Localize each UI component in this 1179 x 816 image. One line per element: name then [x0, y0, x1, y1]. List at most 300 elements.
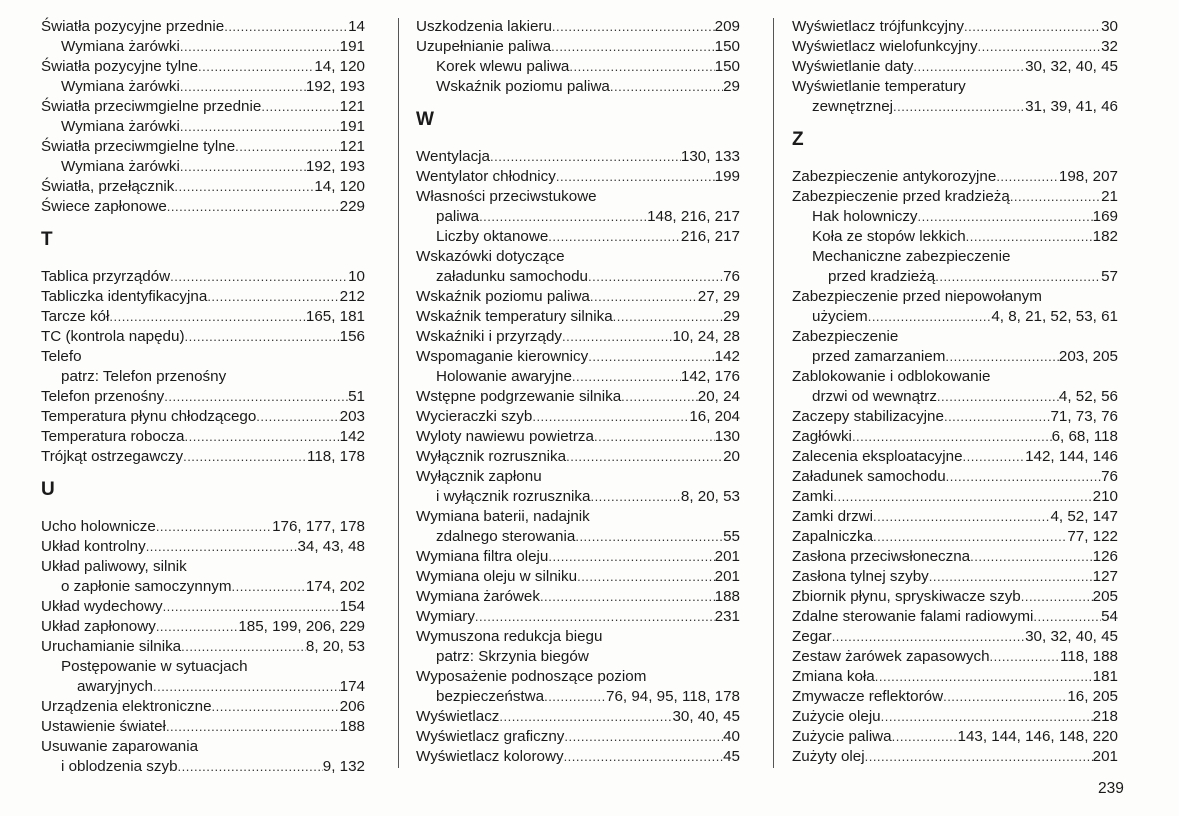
index-entry-pages[interactable]: 34, 43, 48: [297, 538, 365, 555]
index-entry-pages[interactable]: 201: [714, 548, 740, 565]
index-entry: [792, 407, 1118, 427]
index-entry: [792, 367, 1118, 387]
dot-leader: [181, 637, 306, 657]
index-entry-pages[interactable]: 29: [723, 308, 740, 325]
index-entry-label: TC (kontrola napędu): [41, 328, 185, 345]
index-entry: [41, 697, 365, 717]
index-entry-label: Ucho holownicze: [41, 518, 156, 535]
index-entry-pages[interactable]: 30: [1101, 18, 1118, 35]
index-entry-pages[interactable]: 229: [339, 198, 365, 215]
dot-leader: [156, 517, 272, 537]
index-entry-label: Wymiana żarówki: [61, 38, 180, 55]
index-entry-label: Zabezpieczenie przed kradzieżą: [792, 188, 1010, 205]
index-entry-pages[interactable]: 201: [714, 568, 740, 585]
index-entry-label: Wymiana żarówki: [61, 118, 180, 135]
index-entry: [416, 467, 740, 487]
dot-leader: [588, 347, 714, 367]
index-entry: [416, 727, 740, 747]
index-entry: [41, 557, 365, 577]
index-entry-label: Wentylator chłodnicy: [416, 168, 556, 185]
dot-leader: [164, 387, 348, 407]
index-entry-pages[interactable]: 76, 94, 95, 118, 178: [606, 688, 740, 705]
index-entry: [416, 667, 740, 687]
index-entry: [792, 567, 1118, 587]
index-entry-pages[interactable]: 206: [339, 698, 365, 715]
index-entry-label: Wspomaganie kierownicy: [416, 348, 589, 365]
index-entry-pages[interactable]: 27, 29: [697, 288, 740, 305]
index-entry: [41, 757, 365, 777]
index-entry-pages[interactable]: 150: [714, 58, 740, 75]
index-entry-pages[interactable]: 181: [1092, 668, 1118, 685]
index-entry-pages[interactable]: 142, 176: [680, 368, 740, 385]
index-entry: [416, 647, 740, 667]
section-letter-heading: T: [41, 229, 53, 250]
dot-leader: [913, 57, 1025, 77]
index-entry-label: Temperatura płynu chłodzącego: [41, 408, 257, 425]
index-entry-label: paliwa: [436, 208, 480, 225]
index-entry-label: awaryjnych: [77, 678, 153, 695]
index-entry: [416, 487, 740, 507]
index-entry-pages[interactable]: 188: [714, 588, 740, 605]
index-entry-pages[interactable]: 121: [339, 138, 365, 155]
column-divider: [773, 18, 774, 768]
index-entry-label: Zużycie oleju: [792, 708, 881, 725]
dot-leader: [594, 427, 715, 447]
dot-leader: [180, 37, 340, 57]
dot-leader: [990, 647, 1060, 667]
dot-leader: [893, 97, 1025, 117]
dot-leader: [551, 37, 715, 57]
dot-leader: [964, 17, 1101, 37]
index-entry-label: Własności przeciwstukowe: [416, 188, 597, 205]
index-entry-label: Układ kontrolny: [41, 538, 146, 555]
dot-leader: [475, 607, 715, 627]
dot-leader: [540, 587, 715, 607]
index-column-3: [792, 17, 1118, 767]
index-entry-label: użyciem: [812, 308, 868, 325]
index-entry: [416, 17, 740, 37]
dot-leader: [556, 167, 715, 187]
index-entry: [41, 597, 365, 617]
index-entry-pages[interactable]: 148, 216, 217: [647, 208, 740, 225]
index-entry-label: Zegar: [792, 628, 832, 645]
index-entry: [792, 167, 1118, 187]
index-entry: [792, 327, 1118, 347]
index-entry: [41, 407, 365, 427]
dot-leader: [212, 697, 340, 717]
index-entry-pages[interactable]: 192, 193: [305, 158, 365, 175]
index-entry-label: Urządzenia elektroniczne: [41, 698, 212, 715]
index-entry-pages[interactable]: 4, 52, 147: [1050, 508, 1118, 525]
index-entry-pages[interactable]: 71, 73, 76: [1050, 408, 1118, 425]
index-column-1: [41, 17, 365, 777]
dot-leader: [153, 677, 340, 697]
index-entry: [41, 657, 365, 677]
index-entry-pages[interactable]: 45: [723, 748, 740, 765]
dot-leader: [966, 227, 1093, 247]
index-entry-label: Ustawienie świateł: [41, 718, 166, 735]
index-entry-pages[interactable]: 118, 188: [1060, 648, 1118, 665]
index-entry: [792, 467, 1118, 487]
index-entry: [416, 287, 740, 307]
index-entry: [416, 567, 740, 587]
index-entry-pages[interactable]: 30, 32, 40, 45: [1025, 628, 1118, 645]
dot-leader: [490, 147, 681, 167]
dot-leader: [109, 307, 306, 327]
index-entry-pages[interactable]: 55: [723, 528, 740, 545]
index-entry-pages[interactable]: 210: [1092, 488, 1118, 505]
index-entry: [416, 427, 740, 447]
index-entry-label: Wyloty nawiewu powietrza: [416, 428, 594, 445]
index-entry-label: Zabezpieczenie przed niepowołanym: [792, 288, 1042, 305]
index-entry: [41, 327, 365, 347]
dot-leader: [963, 447, 1026, 467]
index-entry-pages[interactable]: 77, 122: [1067, 528, 1118, 545]
index-entry-label: Światła przeciwmgielne tylne: [41, 138, 236, 155]
dot-leader: [577, 567, 715, 587]
dot-leader: [166, 717, 340, 737]
dot-leader: [198, 57, 314, 77]
index-entry: [41, 517, 365, 537]
index-entry-pages[interactable]: 14: [348, 18, 365, 35]
index-entry-label: Zamki drzwi: [792, 508, 874, 525]
index-entry: [41, 157, 365, 177]
index-entry-pages[interactable]: 142, 144, 146: [1025, 448, 1118, 465]
index-entry-label: Wskaźnik poziomu paliwa: [436, 78, 610, 95]
index-entry-label: Postępowanie w sytuacjach: [61, 658, 248, 675]
index-entry: [41, 77, 365, 97]
index-entry: [792, 347, 1118, 367]
index-entry: [41, 637, 365, 657]
index-entry-label: Zagłówki: [792, 428, 852, 445]
index-entry-label: Wyświetlacz kolorowy: [416, 748, 564, 765]
index-entry-pages[interactable]: 174, 202: [305, 578, 365, 595]
index-entry: [41, 737, 365, 757]
index-entry-label: Zablokowanie i odblokowanie: [792, 368, 991, 385]
dot-leader: [170, 267, 348, 287]
index-entry: [416, 57, 740, 77]
spacer: [41, 255, 365, 267]
index-entry-pages[interactable]: 169: [1092, 208, 1118, 225]
index-entry-label: Wentylacja: [416, 148, 491, 165]
index-entry: [792, 57, 1118, 77]
index-entry-pages[interactable]: 218: [1092, 708, 1118, 725]
index-entry-label: Uzupełnianie paliwa: [416, 38, 552, 55]
dot-leader: [207, 287, 339, 307]
index-entry-label: Wskaźnik poziomu paliwa: [416, 288, 590, 305]
index-entry: [416, 207, 740, 227]
dot-leader: [562, 327, 672, 347]
index-entry-pages[interactable]: 54: [1101, 608, 1118, 625]
index-entry-label: Zestaw żarówek zapasowych: [792, 648, 990, 665]
index-entry-pages[interactable]: 142: [714, 348, 740, 365]
dot-leader: [943, 687, 1067, 707]
index-entry-label: Światła pozycyjne tylne: [41, 58, 199, 75]
index-entry-label: Wymuszona redukcja biegu: [416, 628, 603, 645]
index-entry-label: załadunku samochodu: [436, 268, 588, 285]
index-entry-pages[interactable]: 6, 68, 118: [1051, 428, 1118, 445]
index-entry-label: Zaczepy stabilizacyjne: [792, 408, 944, 425]
dot-leader: [970, 547, 1093, 567]
index-entry-pages[interactable]: 10: [348, 268, 365, 285]
dot-leader: [156, 617, 239, 637]
dot-leader: [548, 227, 681, 247]
index-entry: [792, 547, 1118, 567]
index-entry-pages[interactable]: 201: [1092, 748, 1118, 765]
dot-leader: [873, 527, 1067, 547]
index-entry-pages[interactable]: 154: [339, 598, 365, 615]
index-entry-pages[interactable]: 126: [1092, 548, 1118, 565]
index-entry: [792, 687, 1118, 707]
index-entry-label: Układ wydechowy: [41, 598, 163, 615]
index-entry: [416, 627, 740, 647]
index-entry-label: Liczby oktanowe: [436, 228, 549, 245]
dot-leader: [180, 77, 306, 97]
index-entry-label: Temperatura robocza: [41, 428, 185, 445]
index-entry-pages[interactable]: 203, 205: [1058, 348, 1118, 365]
index-entry: [792, 607, 1118, 627]
dot-leader: [833, 487, 1092, 507]
index-entry: [416, 77, 740, 97]
dot-leader: [832, 627, 1025, 647]
index-entry-label: Tabliczka identyfikacyjna: [41, 288, 208, 305]
dot-leader: [892, 727, 958, 747]
index-entry-label: patrz: Telefon przenośny: [61, 368, 227, 385]
index-entry: [416, 267, 740, 287]
index-entry-pages[interactable]: 9, 132: [322, 758, 365, 775]
index-entry-pages[interactable]: 4, 52, 56: [1058, 388, 1118, 405]
index-entry-label: patrz: Skrzynia biegów: [436, 648, 589, 665]
index-entry-pages[interactable]: 212: [339, 288, 365, 305]
index-entry-label: Zabezpieczenie antykorozyjne: [792, 168, 997, 185]
index-entry: [792, 447, 1118, 467]
index-entry-pages[interactable]: 127: [1092, 568, 1118, 585]
index-entry-pages[interactable]: 191: [339, 118, 365, 135]
index-entry-label: Wyłącznik rozrusznika: [416, 448, 567, 465]
index-entry-pages[interactable]: 8, 20, 53: [305, 638, 365, 655]
index-entry-label: Zapalniczka: [792, 528, 874, 545]
index-entry: [416, 247, 740, 267]
index-entry-pages[interactable]: 182: [1092, 228, 1118, 245]
index-entry-pages[interactable]: 231: [714, 608, 740, 625]
index-entry-pages[interactable]: 20: [723, 448, 740, 465]
index-entry-label: Świece zapłonowe: [41, 198, 167, 215]
index-entry-pages[interactable]: 21: [1101, 188, 1118, 205]
dot-leader: [224, 17, 348, 37]
dot-leader: [590, 487, 680, 507]
index-entry-label: Zasłona tylnej szyby: [792, 568, 929, 585]
index-entry-pages[interactable]: 185, 199, 206, 229: [238, 618, 365, 635]
index-entry-label: Tarcze kół: [41, 308, 110, 325]
index-entry-label: Hak holowniczy: [812, 208, 918, 225]
index-entry: [41, 287, 365, 307]
index-entry-label: Wskazówki dotyczące: [416, 248, 565, 265]
index-entry-pages[interactable]: 16, 205: [1067, 688, 1118, 705]
index-entry-label: Wycieraczki szyb: [416, 408, 533, 425]
dot-leader: [183, 447, 307, 467]
index-entry-label: bezpieczeństwa: [436, 688, 545, 705]
index-entry-pages[interactable]: 121: [339, 98, 365, 115]
index-entry-label: Wymiana filtra oleju: [416, 548, 549, 565]
index-entry-pages[interactable]: 156: [339, 328, 365, 345]
index-entry-label: Uszkodzenia lakieru: [416, 18, 552, 35]
index-entry: [792, 727, 1118, 747]
index-entry-pages[interactable]: 118, 178: [307, 448, 365, 465]
index-entry: [792, 647, 1118, 667]
index-entry: [792, 207, 1118, 227]
index-entry-label: Wymiana żarówki: [61, 158, 180, 175]
index-entry: [416, 527, 740, 547]
dot-leader: [865, 747, 1093, 767]
index-entry: [792, 267, 1118, 287]
index-entry: [792, 17, 1118, 37]
index-entry-pages[interactable]: 76: [1101, 468, 1118, 485]
index-entry-label: Układ paliwowy, silnik: [41, 558, 187, 575]
index-entry-pages[interactable]: 174: [339, 678, 365, 695]
index-entry-pages[interactable]: 57: [1101, 268, 1118, 285]
index-entry-label: Wyświetlacz: [416, 708, 500, 725]
index-entry-pages[interactable]: 30, 40, 45: [672, 708, 740, 725]
index-entry-pages[interactable]: 76: [723, 268, 740, 285]
index-entry-pages[interactable]: 209: [714, 18, 740, 35]
index-entry-pages[interactable]: 216, 217: [680, 228, 740, 245]
index-entry-pages[interactable]: 16, 204: [689, 408, 740, 425]
index-entry: [41, 197, 365, 217]
index-entry-label: Wymiana żarówki: [61, 78, 180, 95]
index-entry-pages[interactable]: 198, 207: [1058, 168, 1118, 185]
dot-leader: [146, 537, 298, 557]
index-entry-label: Korek wlewu paliwa: [436, 58, 570, 75]
dot-leader: [1033, 607, 1101, 627]
index-entry-pages[interactable]: 192, 193: [305, 78, 365, 95]
index-entry-label: Zużyty olej: [792, 748, 865, 765]
index-entry: [792, 37, 1118, 57]
index-entry-pages[interactable]: 142: [339, 428, 365, 445]
index-entry-label: Zasłona przeciwsłoneczna: [792, 548, 971, 565]
index-entry: [41, 37, 365, 57]
dot-leader: [185, 427, 340, 447]
index-entry: [792, 187, 1118, 207]
index-entry: [792, 527, 1118, 547]
index-entry-pages[interactable]: 14, 120: [314, 178, 365, 195]
index-entry-pages[interactable]: 205: [1092, 588, 1118, 605]
dot-leader: [881, 707, 1093, 727]
section-letter-heading: Z: [792, 129, 804, 150]
index-entry-pages[interactable]: 165, 181: [305, 308, 365, 325]
index-entry: [416, 367, 740, 387]
index-entry-label: Wyposażenie podnoszące poziom: [416, 668, 647, 685]
index-entry: [416, 447, 740, 467]
index-entry-pages[interactable]: 188: [339, 718, 365, 735]
dot-leader: [978, 37, 1102, 57]
index-entry: [41, 367, 365, 387]
dot-leader: [552, 17, 715, 37]
index-entry-pages[interactable]: 32: [1101, 38, 1118, 55]
dot-leader: [256, 407, 339, 427]
index-column-2: [416, 17, 740, 767]
dot-leader: [544, 687, 606, 707]
dot-leader: [548, 547, 714, 567]
index-entry-label: zdalnego sterowania: [436, 528, 576, 545]
index-entry: [41, 117, 365, 137]
index-entry-label: Światła pozycyjne przednie: [41, 18, 225, 35]
index-entry: [416, 187, 740, 207]
index-entry: [416, 607, 740, 627]
dot-leader: [174, 177, 314, 197]
index-entry-pages[interactable]: 8, 20, 53: [680, 488, 740, 505]
dot-leader: [235, 137, 340, 157]
index-entry-label: Zalecenia eksploatacyjne: [792, 448, 963, 465]
index-entry: [416, 507, 740, 527]
dot-leader: [852, 427, 1052, 447]
index-entry: [41, 677, 365, 697]
index-entry-label: Wyświetlanie temperatury: [792, 78, 966, 95]
index-entry-pages[interactable]: 29: [723, 78, 740, 95]
dot-leader: [180, 157, 306, 177]
index-entry: [792, 427, 1118, 447]
index-entry-pages[interactable]: 30, 32, 40, 45: [1025, 58, 1118, 75]
dot-leader: [566, 447, 723, 467]
index-entry-pages[interactable]: 150: [714, 38, 740, 55]
dot-leader: [167, 197, 340, 217]
index-entry: [792, 307, 1118, 327]
index-entry-label: zewnętrznej: [812, 98, 894, 115]
index-entry-pages[interactable]: 143, 144, 146, 148, 220: [957, 728, 1118, 745]
index-entry-pages[interactable]: 176, 177, 178: [272, 518, 365, 535]
dot-leader: [180, 117, 340, 137]
index-entry-pages[interactable]: 199: [714, 168, 740, 185]
index-entry-pages[interactable]: 20, 24: [697, 388, 740, 405]
index-entry-label: Wyświetlacz trójfunkcyjny: [792, 18, 965, 35]
index-entry-pages[interactable]: 14, 120: [314, 58, 365, 75]
index-entry-label: Zabezpieczenie: [792, 328, 899, 345]
column-divider: [398, 18, 399, 768]
index-entry-label: Koła ze stopów lekkich: [812, 228, 966, 245]
index-entry-label: Wymiary: [416, 608, 475, 625]
dot-leader: [935, 267, 1101, 287]
section-letter-heading: W: [416, 109, 434, 130]
index-entry: [416, 227, 740, 247]
index-entry-label: Telefo: [41, 348, 82, 365]
index-entry-pages[interactable]: 191: [339, 38, 365, 55]
index-entry-pages[interactable]: 10, 24, 28: [672, 328, 740, 345]
index-entry-label: Mechaniczne zabezpieczenie: [812, 248, 1011, 265]
index-entry-pages[interactable]: 130: [714, 428, 740, 445]
dot-leader: [937, 387, 1059, 407]
index-entry: [416, 687, 740, 707]
dot-leader: [929, 567, 1093, 587]
index-entry: [416, 37, 740, 57]
index-entry-pages[interactable]: 4, 8, 21, 52, 53, 61: [991, 308, 1118, 325]
index-entry-label: Światła, przełącznik: [41, 178, 175, 195]
index-entry: [416, 167, 740, 187]
index-entry-label: Wskaźnik temperatury silnika: [416, 308, 613, 325]
index-entry-pages[interactable]: 31, 39, 41, 46: [1025, 98, 1118, 115]
spacer: [416, 135, 740, 147]
dot-leader: [185, 327, 340, 347]
index-entry-label: Wyświetlacz wielofunkcyjny: [792, 38, 978, 55]
index-entry: [792, 387, 1118, 407]
index-entry: [416, 147, 740, 167]
index-entry: [792, 707, 1118, 727]
dot-leader: [946, 467, 1101, 487]
index-entry-pages[interactable]: 130, 133: [680, 148, 740, 165]
index-entry-pages[interactable]: 51: [348, 388, 365, 405]
index-entry: [416, 407, 740, 427]
index-entry-pages[interactable]: 203: [339, 408, 365, 425]
index-entry: [416, 587, 740, 607]
index-entry-pages[interactable]: 40: [723, 728, 740, 745]
